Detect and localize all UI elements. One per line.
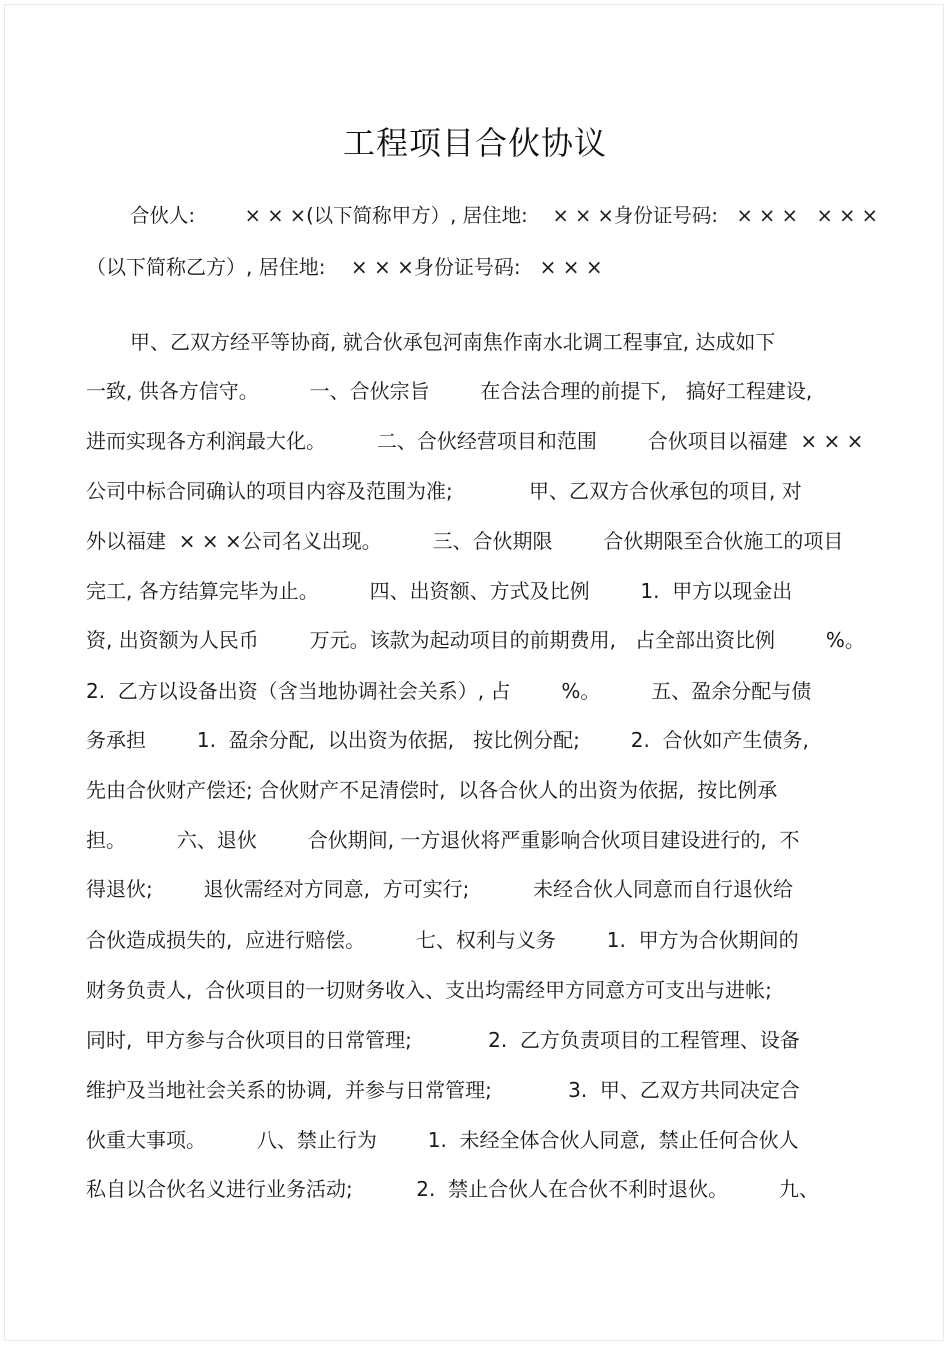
body-line: 资, 出资额为人民币 万元。该款为起动项目的前期费用, 占全部出资比例 %。 [86,628,865,652]
body-line: 甲、乙双方经平等协商, 就合伙承包河南焦作南水北调工程事宜, 达成如下 [130,330,776,354]
body-line: 先由合伙财产偿还; 合伙财产不足清偿时, 以各合伙人的出资为依据, 按比例承 [86,778,778,802]
body-line: 得退伙; 退伙需经对方同意, 方可实行; 未经合伙人同意而自行退伙给 [86,877,793,901]
party-line: （以下简称乙方）, 居住地: × × ×身份证号码: × × × [86,255,603,279]
body-line: 进而实现各方利润最大化。 二、合伙经营项目和范围 合伙项目以福建 × × × [86,429,864,453]
document-title: 工程项目合伙协议 [342,124,607,162]
body-line: 务承担 1. 盈余分配, 以出资为依据, 按比例分配; 2. 合伙如产生债务, [86,728,809,752]
body-line: 公司中标合同确认的项目内容及范围为准; 甲、乙双方合伙承包的项目, 对 [86,479,802,503]
body-line: 一致, 供各方信守。 一、合伙宗旨 在合法合理的前提下, 搞好工程建设, [86,379,813,403]
body-line: 担。 六、退伙 合伙期间, 一方退伙将严重影响合伙项目建设进行的, 不 [86,828,800,852]
body-line: 私自以合伙名义进行业务活动; 2. 禁止合伙人在合伙不利时退伙。 九、 [86,1177,819,1201]
party-line: 合伙人: × × ×(以下简称甲方）, 居住地: × × ×身份证号码: × × × × × × [130,204,878,227]
body-line: 同时, 甲方参与合伙项目的日常管理; 2. 乙方负责项目的工程管理、设备 [86,1028,800,1052]
body-line: 完工, 各方结算完毕为止。 四、出资额、方式及比例 1. 甲方以现金出 [86,579,793,603]
body-line: 合伙造成损失的, 应进行赔偿。 七、权利与义务 1. 甲方为合伙期间的 [86,928,799,952]
body-line: 2. 乙方以设备出资（含当地协调社会关系）, 占 %。 五、盈余分配与债 [86,679,812,703]
body-line: 财务负责人, 合伙项目的一切财务收入、支出均需经甲方同意方可支出与进帐; [86,978,772,1002]
body-line: 外以福建 × × ×公司名义出现。 三、合伙期限 合伙期限至合伙施工的项目 [86,529,844,553]
body-line: 伙重大事项。 八、禁止行为 1. 未经全体合伙人同意, 禁止任何合伙人 [86,1128,799,1152]
body-line: 维护及当地社会关系的协调, 并参与日常管理; 3. 甲、乙双方共同决定合 [86,1078,800,1102]
